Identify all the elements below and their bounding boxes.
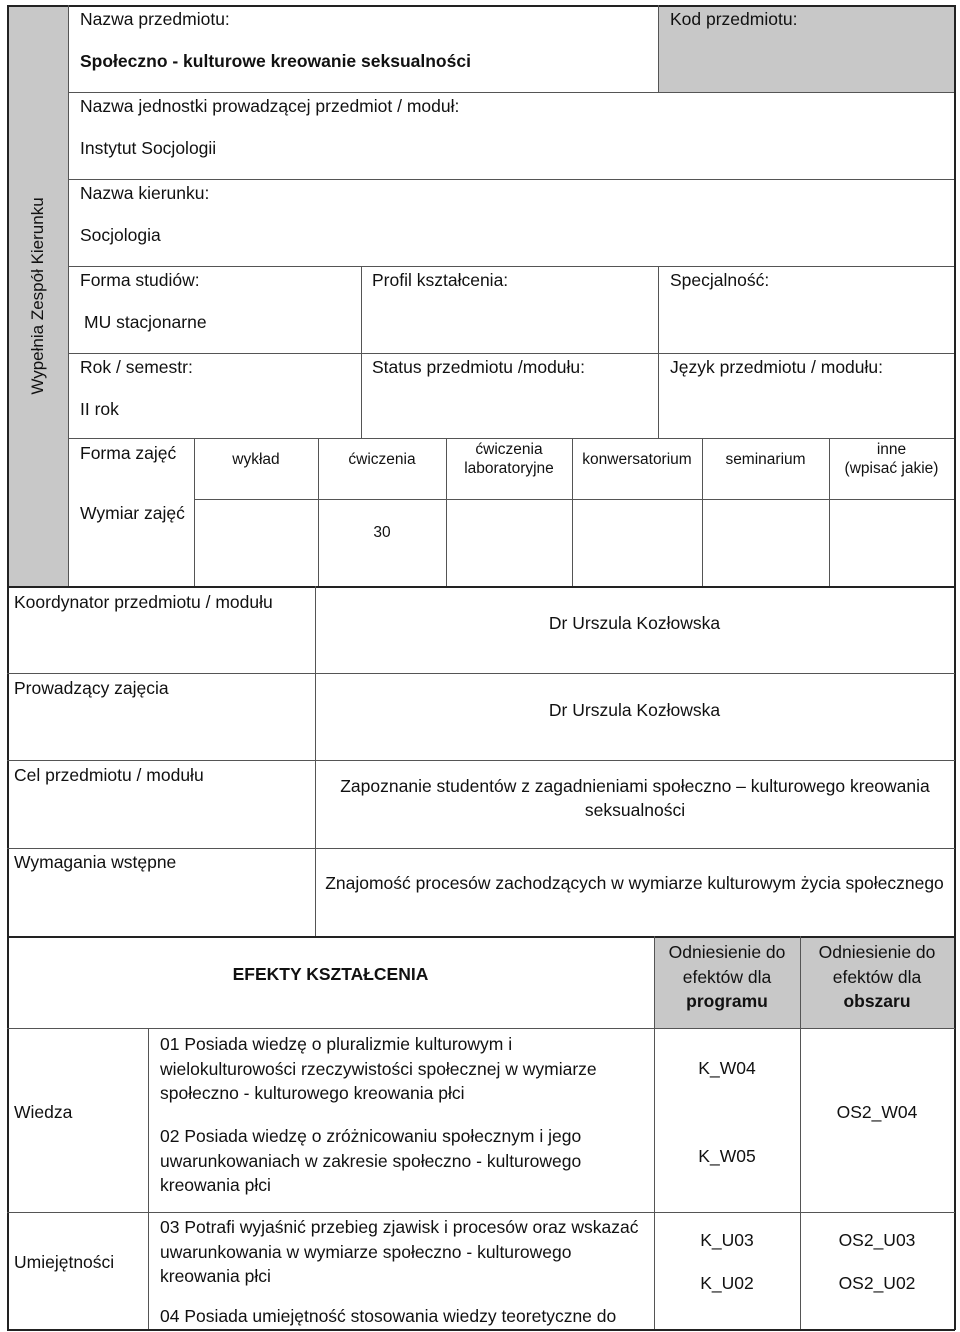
year-label: Rok / semestr:	[80, 357, 193, 377]
class-type-lab: ćwiczenia laboratoryjne	[464, 441, 554, 477]
goal-label: Cel przedmiotu / modułu	[14, 765, 204, 785]
knowledge-item-01: 01 Posiada wiedzę o pluralizmie kulturowym i wielokulturowości rzeczywistości społecznej w wymiarze społeczno - kulturowego kreowania płci	[160, 1034, 597, 1103]
class-form-label: Forma zajęć	[80, 443, 177, 463]
class-type-conversatorium: konwersatorium	[582, 451, 692, 468]
skills-item-03: 03 Potrafi wyjaśnić przebieg zjawisk i procesów oraz wskazać uwarunkowania w wymiarze społeczno - kulturowego kreowania płci	[160, 1217, 639, 1286]
skills-area-2: OS2_U02	[838, 1273, 916, 1293]
field-label: Nazwa kierunku:	[80, 183, 210, 203]
language-label: Język przedmiotu / modułu:	[670, 357, 884, 377]
skills-program-2: K_U02	[700, 1273, 754, 1293]
class-type-other: inne (wpisać jakie)	[844, 441, 939, 477]
unit-value: Instytut Socjologii	[80, 138, 217, 158]
skills-program-1: K_U03	[700, 1230, 754, 1250]
area-ref-header: Odniesienie do efektów dla obszaru	[818, 942, 936, 1011]
unit-label: Nazwa jednostki prowadzącej przedmiot / moduł:	[80, 96, 460, 116]
study-form-value: MU stacjonarne	[84, 312, 207, 332]
study-form-label: Forma studiów:	[80, 270, 200, 290]
class-type-lecture: wykład	[232, 451, 280, 468]
skills-item-04: 04 Posiada umiejętność stosowania wiedzy teoretyczne do	[160, 1306, 617, 1326]
knowledge-program-2: K_W05	[698, 1146, 756, 1166]
skills-label: Umiejętności	[14, 1252, 115, 1272]
requirements-label: Wymagania wstępne	[14, 852, 177, 872]
subject-name-label: Nazwa przedmiotu:	[80, 9, 230, 29]
coordinator-label: Koordynator przedmiotu / modułu	[14, 592, 273, 612]
knowledge-label: Wiedza	[14, 1102, 73, 1122]
coordinator-value: Dr Urszula Kozłowska	[548, 613, 721, 633]
program-ref-header: Odniesienie do efektów dla programu	[668, 942, 786, 1011]
hours-label: Wymiar zajęć	[80, 503, 185, 523]
subject-code-label: Kod przedmiotu:	[670, 9, 798, 29]
side-label: Wypełnia Zespół Kierunku	[28, 197, 47, 395]
field-value: Socjologia	[80, 225, 161, 245]
hours-exercises: 30	[373, 524, 391, 541]
class-type-seminar: seminarium	[725, 451, 806, 468]
profile-label: Profil kształcenia:	[372, 270, 509, 290]
class-type-exercises: ćwiczenia	[348, 451, 416, 468]
lecturer-value: Dr Urszula Kozłowska	[548, 700, 721, 720]
lecturer-label: Prowadzący zajęcia	[14, 678, 169, 698]
knowledge-item-02: 02 Posiada wiedzę o zróżnicowaniu społecznym i jego uwarunkowaniach w zakresie społeczno - kulturowego kreowania płci	[160, 1126, 582, 1195]
subject-name-value: Społeczno - kulturowe kreowanie seksualności	[80, 51, 471, 71]
status-label: Status przedmiotu /modułu:	[372, 357, 586, 377]
specialty-label: Specjalność:	[670, 270, 770, 290]
skills-area-1: OS2_U03	[838, 1230, 916, 1250]
effects-header: EFEKTY KSZTAŁCENIA	[232, 964, 429, 984]
knowledge-area: OS2_W04	[836, 1102, 918, 1122]
year-value: II rok	[80, 399, 119, 419]
requirements-value: Znajomość procesów zachodzących w wymiarze kulturowym życia społecznego	[325, 873, 944, 893]
goal-value: Zapoznanie studentów z zagadnieniami społeczno – kulturowego kreowania seksualności	[340, 776, 930, 820]
knowledge-program-1: K_W04	[698, 1058, 756, 1078]
